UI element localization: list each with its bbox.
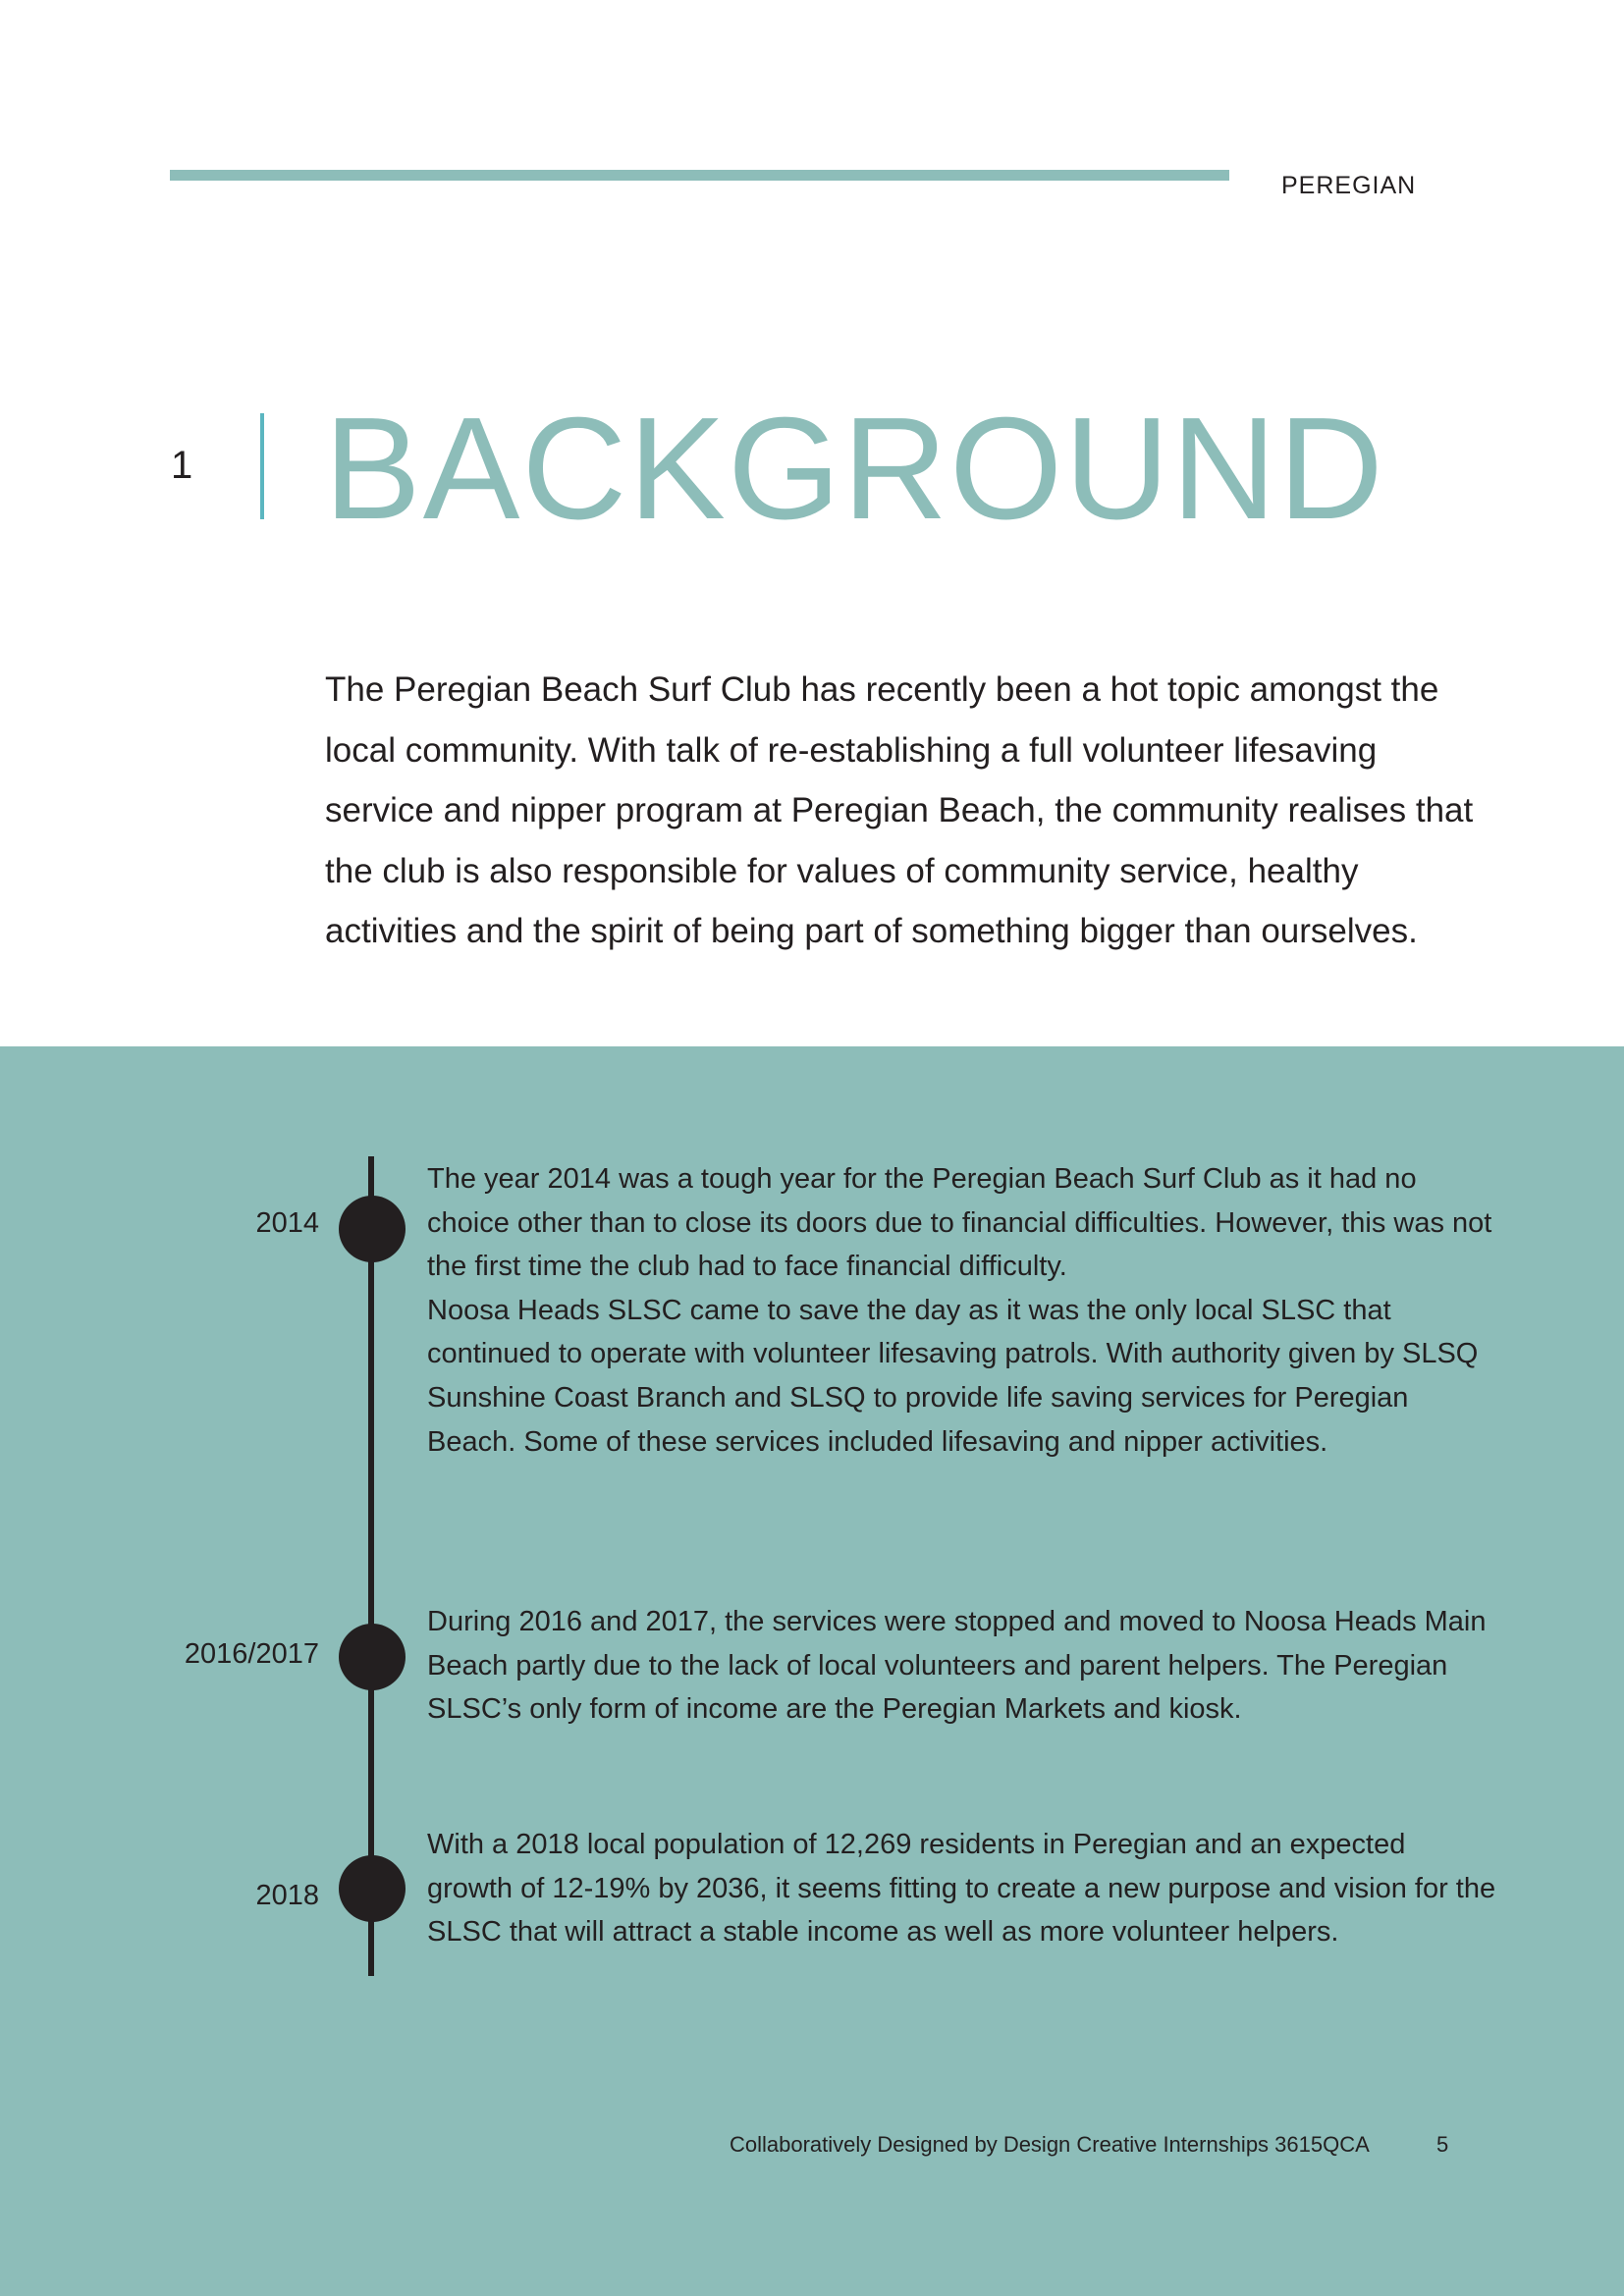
timeline-entry-2018 — [427, 1823, 1497, 1954]
section-divider — [260, 413, 264, 519]
intro-paragraph: The Peregian Beach Surf Club has recently been a hot topic amongst the local community. With talk of re-establishing a full volunteer lifesaving service and nipper program at Peregian Beach, the community realises that the club is also responsible for values of community service, healthy activities and the spirit of being part of something bigger than ourselves. — [325, 670, 1474, 950]
header-label: PEREGIAN — [1281, 172, 1417, 199]
timeline-year: 2016/2017 — [184, 1638, 319, 1670]
section-title: BACKGROUND — [324, 388, 1385, 550]
timeline-entry-2016-2017 — [427, 1600, 1497, 1732]
header-rule — [170, 170, 1229, 181]
footer-credit: Collaboratively Designed by Design Creative Internships 3615QCA — [730, 2132, 1370, 2157]
section-number: 1 — [171, 444, 193, 487]
timeline-dot-2018 — [339, 1855, 406, 1922]
timeline-paragraph: With a 2018 local population of 12,269 residents in Peregian and an expected growth of 12-19% by 2036, it seems fitting to create a new purpose and vision for the SLSC that will attract a stable income as well as more volunteer helpers. — [427, 1829, 1496, 1949]
timeline-paragraph: During 2016 and 2017, the services were stopped and moved to Noosa Heads Main Beach partly due to the lack of local volunteers and parent helpers. The Peregian SLSC’s only form of income are the Peregian Markets and kiosk. — [427, 1606, 1487, 1726]
timeline-paragraph: The year 2014 was a tough year for the Peregian Beach Surf Club as it had no choice other than to close its doors due to financial difficulties. However, this was not the first time the club had to face financial difficulty. — [427, 1163, 1492, 1283]
timeline-year: 2018 — [255, 1880, 319, 1911]
timeline-dot-2014 — [339, 1196, 406, 1262]
timeline-year: 2014 — [255, 1207, 319, 1239]
timeline-paragraph: Noosa Heads SLSC came to save the day as it was the only local SLSC that continued to operate with volunteer lifesaving patrols. With authority given by SLSQ Sunshine Coast Branch and SLSQ to provide life saving services for Peregian Beach. Some of these services included lifesaving and nipper activities. — [427, 1294, 1479, 1458]
page-number: 5 — [1436, 2132, 1449, 2157]
timeline-line — [368, 1156, 374, 1976]
timeline-entry-2014 — [427, 1157, 1497, 1464]
timeline-dot-2016-2017 — [339, 1624, 406, 1690]
